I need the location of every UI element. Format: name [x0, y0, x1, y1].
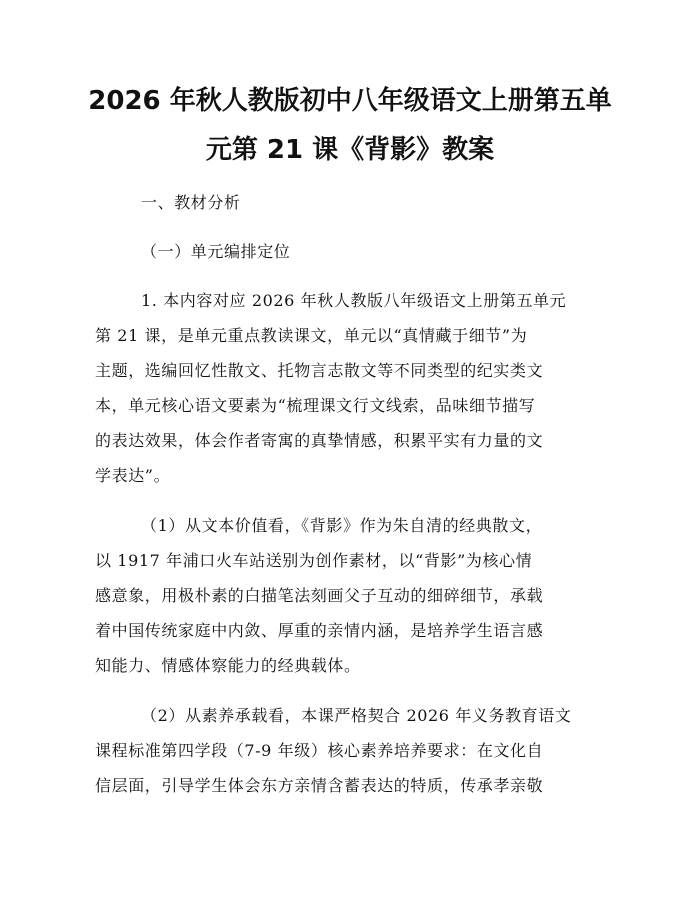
paragraph-1-line: 的表达效果，体会作者寄寓的真挚情感，积累平实有力量的文: [95, 431, 544, 450]
section-heading-textbook-analysis: 一、教材分析: [141, 193, 241, 212]
paragraph-1-line: 1. 本内容对应 2026 年秋人教版八年级语文上册第五单元: [141, 291, 567, 310]
paragraph-1-line: 第 21 课，是单元重点教读课文，单元以“真情藏于细节”为: [95, 326, 528, 345]
paragraph-2-line: 以 1917 年浦口火车站送别为创作素材，以“背影”为核心情: [95, 551, 533, 570]
paragraph-2-line: （1）从文本价值看，《背影》作为朱自清的经典散文，: [141, 516, 543, 535]
paragraph-1-line: 主题，选编回忆性散文、托物言志散文等不同类型的纪实类文: [95, 361, 544, 380]
paragraph-3-line: 课程标准第四学段（7-9 年级）核心素养培养要求：在文化自: [95, 741, 544, 760]
document-title-line-1: 2026 年秋人教版初中八年级语文上册第五单: [88, 86, 612, 116]
paragraph-1-line: 学表达”。: [95, 466, 171, 485]
paragraph-2-line: 着中国传统家庭中内敛、厚重的亲情内涵，是培养学生语言感: [95, 621, 544, 640]
paragraph-2-line: 感意象，用极朴素的白描笔法刻画父子互动的细碎细节，承载: [95, 586, 544, 605]
document-title-line-2: 元第 21 课《背影》教案: [205, 135, 495, 165]
paragraph-1-line: 本，单元核心语文要素为“梳理课文行文线索，品味细节描写: [95, 396, 536, 415]
paragraph-3-line: 信层面，引导学生体会东方亲情含蓄表达的特质，传承孝亲敬: [95, 776, 544, 795]
paragraph-3-line: （2）从素养承载看，本课严格契合 2026 年义务教育语文: [141, 706, 572, 725]
subsection-heading-unit-arrangement: （一）单元编排定位: [141, 242, 291, 261]
paragraph-2-line: 知能力、情感体察能力的经典载体。: [95, 656, 361, 675]
